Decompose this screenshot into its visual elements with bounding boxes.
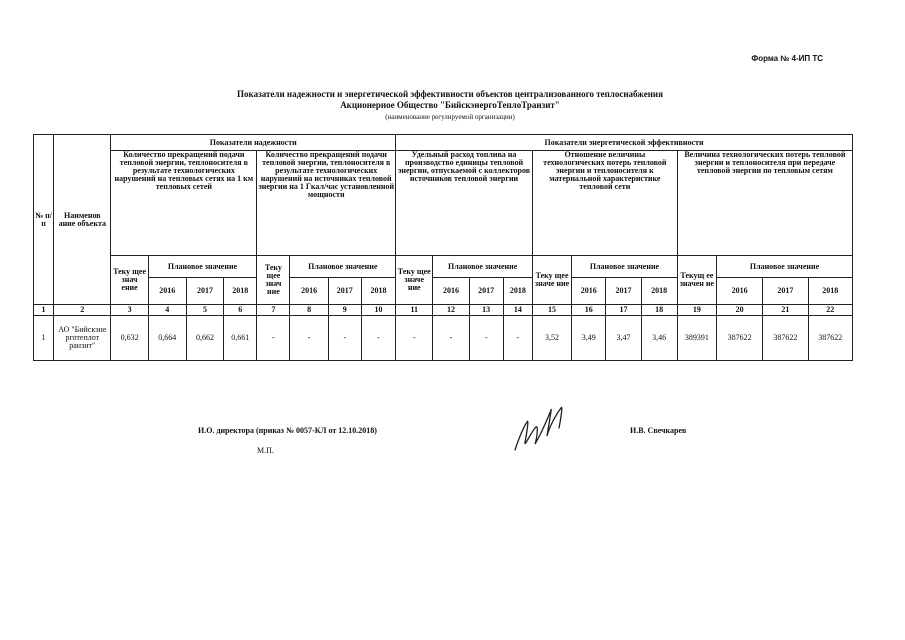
header-current-value: Теку щее знач ние [257, 256, 290, 305]
header-year: 2017 [328, 278, 361, 305]
value-cell: 0,632 [111, 316, 148, 361]
column-number: 18 [641, 305, 677, 316]
value-cell: - [469, 316, 503, 361]
header-current-value: Теку щее значе ние [396, 256, 433, 305]
title-line-2: Акционерное Общество "БийскэнергоТеплоТранзит" [340, 100, 560, 110]
value-cell: 387622 [717, 316, 763, 361]
column-number: 2 [54, 305, 111, 316]
header-year: 2018 [361, 278, 395, 305]
header-group-transmission-losses: Величина технологических потерь тепловой энергии и теплоносителя при передаче тепловой энергии по тепловым сетям [677, 151, 852, 256]
value-cell: 389391 [677, 316, 716, 361]
header-group-fuel-consumption: Удельный расход топлива на производство единицы тепловой энергии, отпускаемой с коллекторов источников тепловой энергии [396, 151, 533, 256]
column-number: 13 [469, 305, 503, 316]
column-number: 10 [361, 305, 395, 316]
column-number: 11 [396, 305, 433, 316]
signer-position: И.О. директора (приказ № 0057-КЛ от 12.10.2018) [198, 426, 377, 435]
header-year: 2016 [433, 278, 469, 305]
header-reliability: Показатели надежности [111, 135, 396, 151]
column-number: 15 [532, 305, 571, 316]
header-year: 2016 [572, 278, 606, 305]
value-cell: 0,661 [224, 316, 257, 361]
value-cell: - [503, 316, 532, 361]
value-cell: 3,49 [572, 316, 606, 361]
signer-name: И.В. Свечкарев [630, 426, 687, 435]
value-cell: 0,662 [186, 316, 223, 361]
form-number: Форма № 4-ИП ТС [751, 54, 823, 63]
header-year: 2018 [224, 278, 257, 305]
header-group-source-outages: Количество прекращений подачи тепловой энергии, теплоносителя в результате технологических нарушений на источниках тепловой энергии на 1 Гкал/час установленной мощности [257, 151, 396, 256]
column-number: 12 [433, 305, 469, 316]
column-number: 22 [808, 305, 852, 316]
header-planned-value: Плановое значение [572, 256, 678, 278]
indicators-table [33, 134, 853, 361]
header-group-loss-ratio: Отношение величины технологических потерь тепловой энергии и теплоносителя к материальной характеристике тепловой сети [532, 151, 677, 256]
header-planned-value: Плановое значение [433, 256, 533, 278]
handwritten-signature [505, 398, 575, 458]
value-cell: 3,52 [532, 316, 571, 361]
value-cell: - [396, 316, 433, 361]
header-year: 2016 [290, 278, 328, 305]
header-current-value: Теку щее значе ние [532, 256, 571, 305]
header-year: 2018 [503, 278, 532, 305]
header-group-network-outages: Количество прекращений подачи тепловой энергии, теплоносителя в результате технологических нарушений на тепловых сетях на 1 км тепловых сетей [111, 151, 257, 256]
value-cell: - [257, 316, 290, 361]
column-number: 5 [186, 305, 223, 316]
header-year: 2017 [763, 278, 808, 305]
header-current-value: Теку щее знач ение [111, 256, 148, 305]
title-line-1: Показатели надежности и энергетической эффективности объектов централизованного теплоснабжения [237, 89, 663, 99]
table-row [34, 316, 853, 361]
column-number: 9 [328, 305, 361, 316]
header-year: 2016 [717, 278, 763, 305]
header-year: 2017 [186, 278, 223, 305]
column-number: 17 [606, 305, 641, 316]
header-current-value: Текущ ее значен ие [677, 256, 716, 305]
column-number: 1 [34, 305, 54, 316]
value-cell: 0,664 [148, 316, 186, 361]
column-number: 3 [111, 305, 148, 316]
column-number: 21 [763, 305, 808, 316]
column-number-row [34, 305, 853, 316]
column-number: 16 [572, 305, 606, 316]
document-title [40, 89, 860, 111]
header-year: 2018 [641, 278, 677, 305]
value-cell: 3,46 [641, 316, 677, 361]
header-year: 2017 [606, 278, 641, 305]
header-planned-value: Плановое значение [290, 256, 396, 278]
value-cell: - [328, 316, 361, 361]
column-number: 20 [717, 305, 763, 316]
column-number: 7 [257, 305, 290, 316]
value-cell: 387622 [763, 316, 808, 361]
header-year: 2017 [469, 278, 503, 305]
column-number: 19 [677, 305, 716, 316]
column-number: 6 [224, 305, 257, 316]
object-name: АО "Бийскэне рготеплот ранзит" [54, 316, 111, 361]
organization-caption: (наименование регулируемой организации) [385, 113, 515, 121]
header-number: № п/п [34, 135, 54, 305]
stamp-place: М.П. [257, 446, 274, 455]
header-year: 2018 [808, 278, 852, 305]
header-planned-value: Плановое значение [148, 256, 257, 278]
header-year: 2016 [148, 278, 186, 305]
column-number: 8 [290, 305, 328, 316]
value-cell: - [290, 316, 328, 361]
header-planned-value: Плановое значение [717, 256, 853, 278]
header-object-name: Наименов ание объекта [54, 135, 111, 305]
column-number: 4 [148, 305, 186, 316]
row-number: 1 [34, 316, 54, 361]
column-number: 14 [503, 305, 532, 316]
value-cell: - [433, 316, 469, 361]
value-cell: - [361, 316, 395, 361]
header-efficiency: Показатели энергетической эффективности [396, 135, 853, 151]
value-cell: 387622 [808, 316, 852, 361]
value-cell: 3,47 [606, 316, 641, 361]
